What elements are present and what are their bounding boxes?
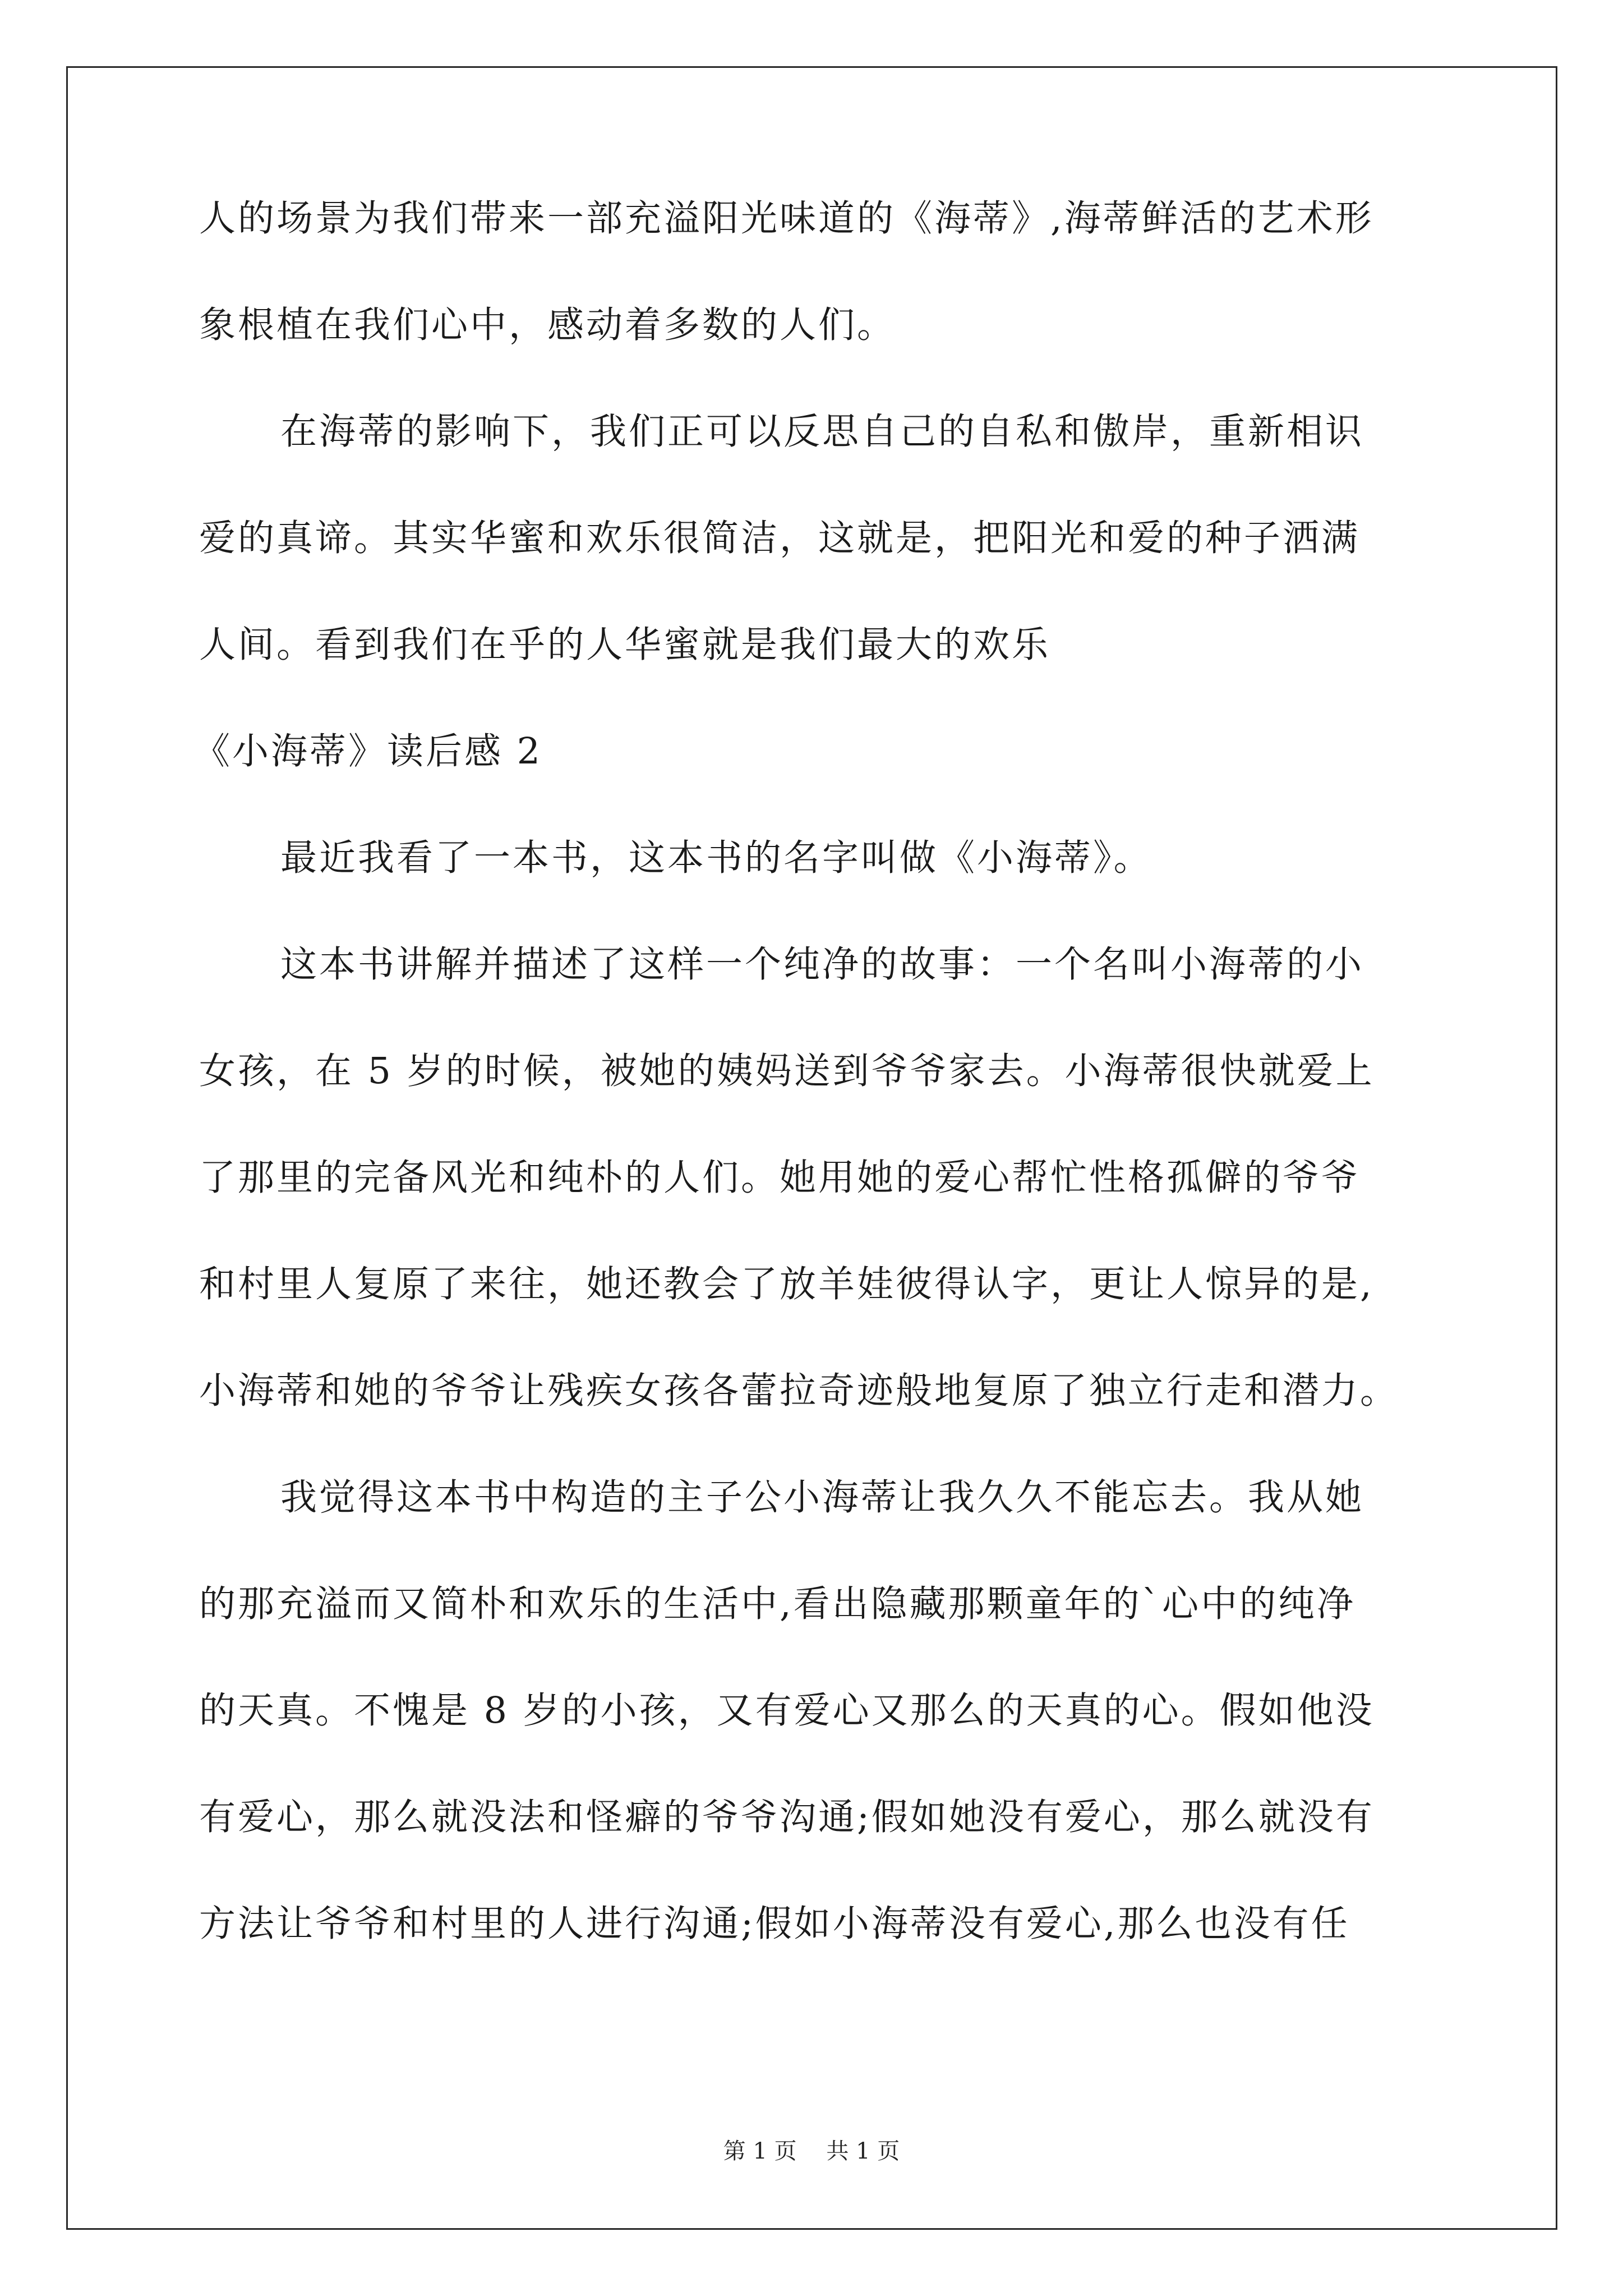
- text-line: 这本书讲解并描述了这样一个纯净的故事：一个名叫小海蒂的小: [280, 944, 1364, 986]
- text-line: 最近我看了一本书，这本书的名字叫做《小海蒂》。: [280, 837, 1152, 879]
- text-line: 的那充溢而又简朴和欢乐的生活中,看出隐藏那颗童年的`心中的纯净: [199, 1583, 1356, 1625]
- text-line: 方法让爷爷和村里的人进行沟通;假如小海蒂没有爱心,那么也没有任: [199, 1903, 1350, 1945]
- text-line: 女孩，在 5 岁的时候，被她的姨妈送到爷爷家去。小海蒂很快就爱上: [199, 1050, 1375, 1092]
- text-line: 人的场景为我们带来一部充溢阳光味道的《海蒂》,海蒂鲜活的艺术形: [199, 197, 1374, 240]
- text-line: 小海蒂和她的爷爷让残疾女孩各蕾拉奇迹般地复原了独立行走和潜力。: [199, 1370, 1399, 1412]
- text-line: 爱的真谛。其实华蜜和欢乐很简洁，这就是，把阳光和爱的种子洒满: [199, 517, 1361, 559]
- text-line: 的天真。不愧是 8 岁的小孩，又有爱心又那么的天真的心。假如他没: [199, 1690, 1375, 1732]
- text-line: 象根植在我们心中，感动着多数的人们。: [199, 304, 896, 346]
- text-line: 和村里人复原了来往，她还教会了放羊娃彼得认字，更让人惊异的是,: [199, 1263, 1374, 1305]
- text-line: 人间。看到我们在乎的人华蜜就是我们最大的欢乐: [199, 624, 1051, 666]
- text-line: 我觉得这本书中构造的主子公小海蒂让我久久不能忘去。我从她: [280, 1476, 1364, 1519]
- document-body: [193, 191, 1433, 2003]
- text-line: 了那里的完备风光和纯朴的人们。她用她的爱心帮忙性格孤僻的爷爷: [199, 1157, 1361, 1199]
- page-total: 共 1 页: [826, 2138, 900, 2164]
- text-line: 在海蒂的影响下，我们正可以反思自己的自私和傲岸，重新相识: [280, 411, 1364, 453]
- page-footer: [0, 2137, 1623, 2165]
- section-heading: 《小海蒂》读后感 2: [193, 730, 543, 772]
- text-line: 有爱心，那么就没法和怪癖的爷爷沟通;假如她没有爱心，那么就没有: [199, 1796, 1375, 1838]
- page-number: 第 1 页: [723, 2138, 797, 2164]
